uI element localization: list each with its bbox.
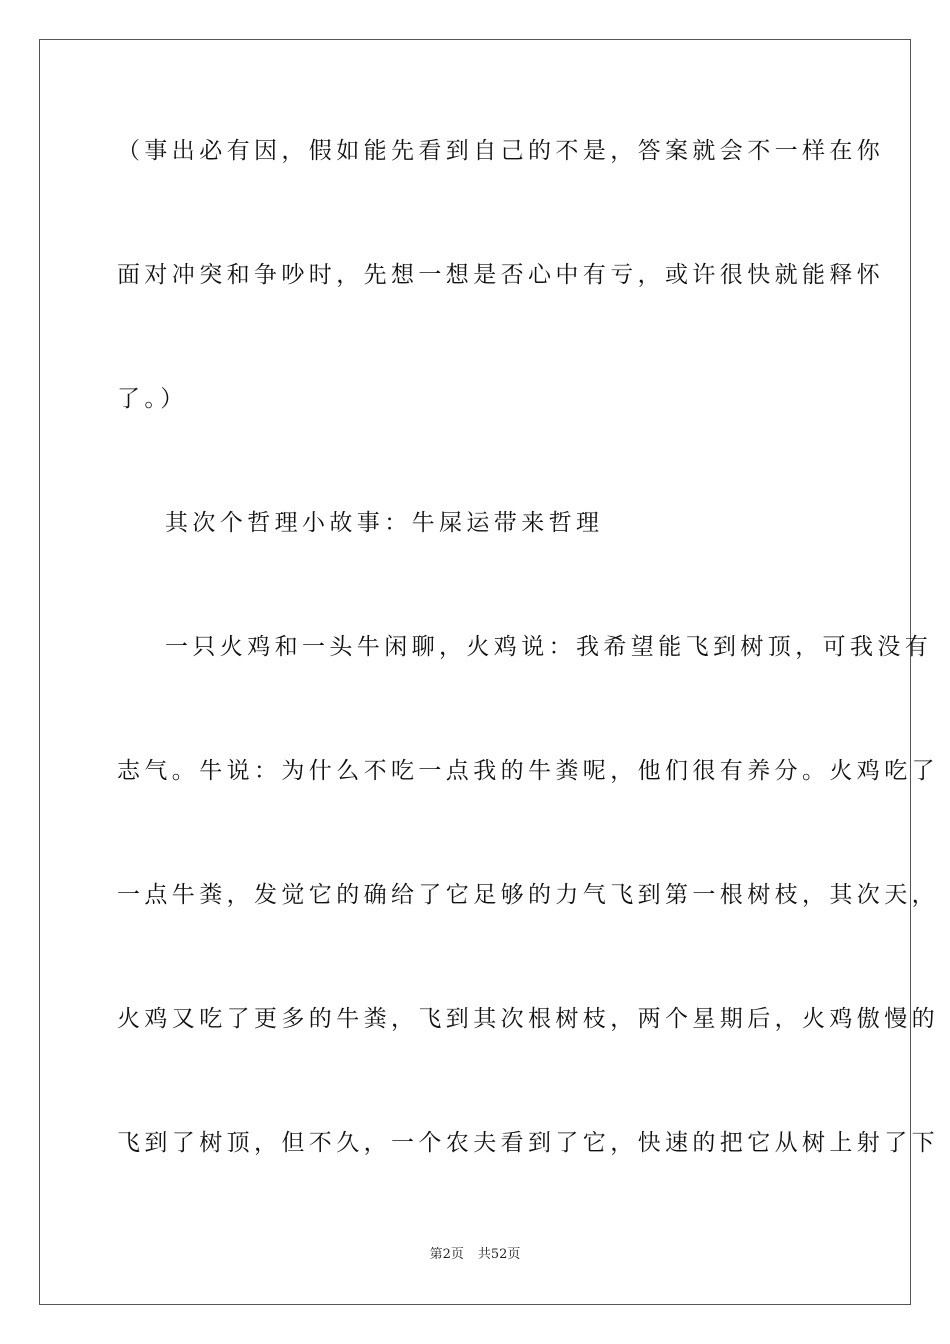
text-line-3: 了。） [117, 386, 188, 412]
page-border [39, 39, 939, 1305]
text-line-5: 一只火鸡和一头牛闲聊，火鸡说：我希望能飞到树顶，可我没有 [165, 634, 933, 660]
text-line-6: 志气。牛说：为什么不吃一点我的牛粪呢，他们很有养分。火鸡吃了 [117, 758, 939, 784]
page-footer [0, 1246, 950, 1264]
text-line-7: 一点牛粪，发觉它的确给了它足够的力气飞到第一根树枝，其次天， [117, 882, 939, 908]
page-total: 共52页 [477, 1247, 521, 1262]
page-number: 第2页 [429, 1247, 464, 1262]
section-heading: 其次个哲理小故事：牛屎运带来哲理 [165, 510, 604, 536]
text-line-2: 面对冲突和争吵时，先想一想是否心中有亏，或许很快就能释怀 [117, 262, 885, 288]
text-line-8: 火鸡又吃了更多的牛粪，飞到其次根树枝，两个星期后，火鸡傲慢的 [117, 1006, 939, 1032]
text-line-1: （事出必有因，假如能先看到自己的不是，答案就会不一样在你 [117, 138, 885, 164]
text-line-9: 飞到了树顶，但不久，一个农夫看到了它，快速的把它从树上射了下 [117, 1130, 939, 1156]
